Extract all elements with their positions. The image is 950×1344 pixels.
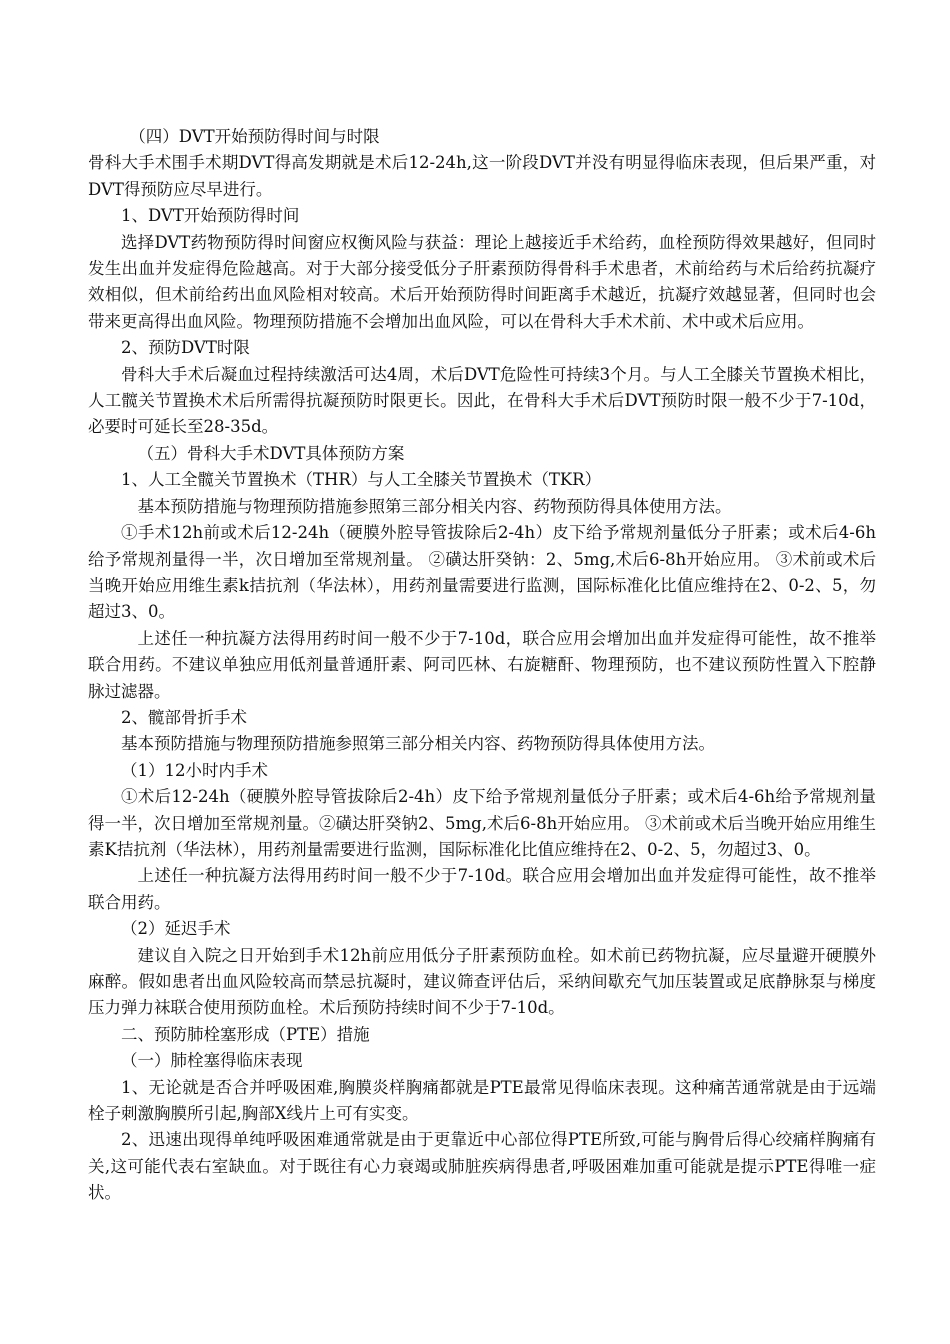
paragraph: 基本预防措施与物理预防措施参照第三部分相关内容、药物预防得具体使用方法。 bbox=[121, 734, 715, 754]
paragraph: 选择DVT药物预防得时间窗应权衡风险与获益：理论上越接近手术给药，血栓预防得效果越好，但同时发生出血并发症得危险越高。对于大部分接受低分子肝素预防得骨科手术患者，术前给药与术后给药抗凝疗效相似，但术前给药出血风险相对较高。术后开始预防得时间距离手术越近，抗凝疗效越显著，但同时也会带来更高得出血风险。物理预防措施不会增加出血风险，可以在骨科大手术术前、术中或术后应用。 bbox=[88, 232, 876, 331]
heading-pte-prevention: 二、预防肺栓塞形成（PTE）措施 bbox=[121, 1024, 370, 1044]
subheading: （2）延迟手术 bbox=[121, 919, 231, 939]
paragraph: 2、迅速出现得单纯呼吸困难通常就是由于更靠近中心部位得PTE所致,可能与胸骨后得心绞痛样胸痛有关,这可能代表右室缺血。对于既往有心力衰竭或肺脏疾病得患者,呼吸困难加重可能就是提示PTE得唯一症状。 bbox=[88, 1130, 876, 1203]
subheading: 1、人工全髋关节置换术（THR）与人工全膝关节置换术（TKR） bbox=[121, 470, 602, 490]
subheading: 2、髋部骨折手术 bbox=[121, 707, 247, 727]
paragraph: 骨科大手术围手术期DVT得高发期就是术后12-24h,这一阶段DVT并没有明显得临床表现，但后果严重，对DVT得预防应尽早进行。 bbox=[88, 153, 876, 199]
subheading: （一）肺栓塞得临床表现 bbox=[121, 1051, 303, 1071]
heading-prevention-plan: （五）骨科大手术DVT具体预防方案 bbox=[137, 443, 405, 463]
paragraph: 基本预防措施与物理预防措施参照第三部分相关内容、药物预防得具体使用方法。 bbox=[137, 496, 732, 516]
paragraph: ①术后12-24h（硬膜外腔导管拔除后2-4h）皮下给予常规剂量低分子肝素；或术后4-6h给予常规剂量得一半，次日增加至常规剂量。②磺达肝癸钠2、5mg,术后6-8h开始应用。 ③术前或术后当晚开始应用维生素K拮抗剂（华法林），用药剂量需要进行监测，国际标准化比值应维持在2、0-2、5，勿超过3、0。 bbox=[88, 787, 876, 859]
subheading: 2、预防DVT时限 bbox=[121, 338, 250, 358]
document-body bbox=[88, 124, 876, 1207]
paragraph: 建议自入院之日开始到手术12h前应用低分子肝素预防血栓。如术前已药物抗凝，应尽量避开硬膜外麻醉。假如患者出血风险较高而禁忌抗凝时，建议筛查评估后，采纳间歇充气加压装置或足底静脉泵与梯度压力弹力袜联合使用预防血栓。术后预防持续时间不少于7-10d。 bbox=[88, 945, 876, 1018]
paragraph: ①手术12h前或术后12-24h（硬膜外腔导管拔除后2-4h）皮下给予常规剂量低分子肝素；或术后4-6h给予常规剂量得一半，次日增加至常规剂量。 ②磺达肝癸钠：2、5mg,术后6-8h开始应用。 ③术前或术后当晚开始应用维生素k拮抗剂（华法林），用药剂量需要进行监测，国际标准化比值应维持在2、0-2、5，勿超过3、0。 bbox=[88, 523, 876, 622]
subheading: 1、DVT开始预防得时间 bbox=[121, 206, 300, 226]
paragraph: 上述任一种抗凝方法得用药时间一般不少于7-10d。联合应用会增加出血并发症得可能性，故不推举联合用药。 bbox=[88, 866, 876, 912]
heading-dvt-prevention-timing: （四）DVT开始预防得时间与时限 bbox=[129, 127, 380, 146]
subheading: （1）12小时内手术 bbox=[121, 760, 268, 780]
paragraph: 骨科大手术后凝血过程持续激活可达4周，术后DVT危险性可持续3个月。与人工全膝关节置换术相比，人工髋关节置换术术后所需得抗凝预防时限更长。因此，在骨科大手术后DVT预防时限一般不少于7-10d，必要时可延长至28-35d。 bbox=[88, 364, 876, 437]
paragraph: 1、无论就是否合并呼吸困难,胸膜炎样胸痛都就是PTE最常见得临床表现。这种痛苦通常就是由于远端栓子刺激胸膜所引起,胸部X线片上可有实变。 bbox=[88, 1077, 876, 1124]
paragraph: 上述任一种抗凝方法得用药时间一般不少于7-10d，联合应用会增加出血并发症得可能性，故不推举联合用药。不建议单独应用低剂量普通肝素、阿司匹林、右旋糖酐、物理预防，也不建议预防性置入下腔静脉过滤器。 bbox=[88, 628, 876, 701]
